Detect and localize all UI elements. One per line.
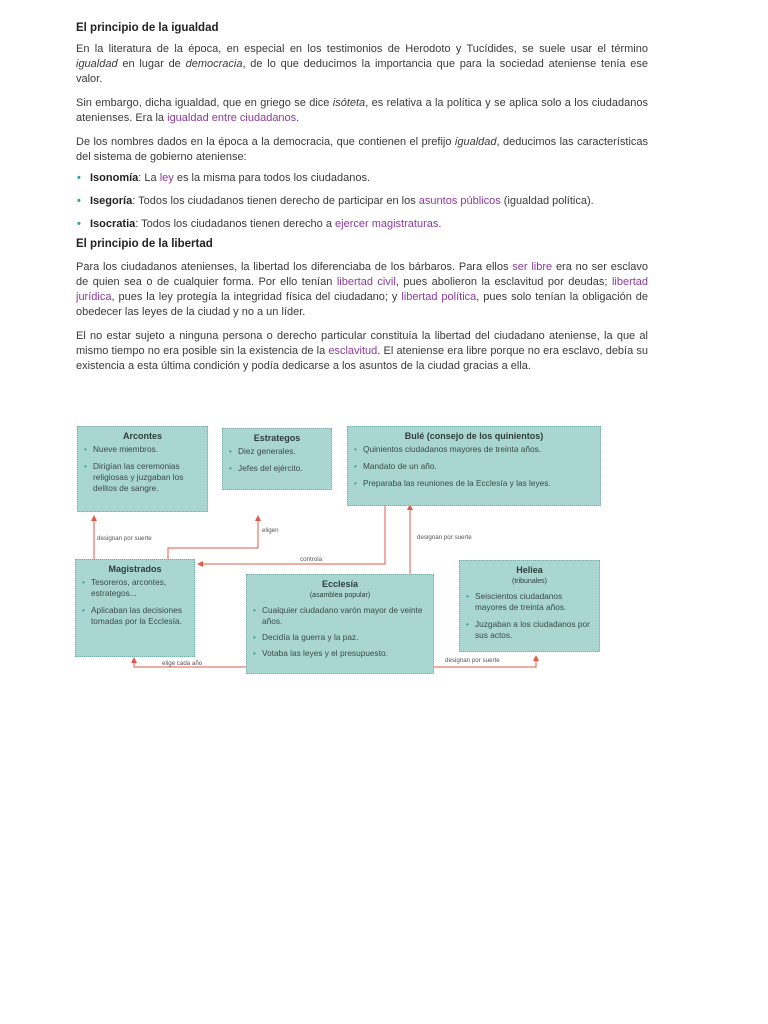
highlighted-term: ley: [159, 172, 174, 184]
text-run: Para los ciudadanos atenienses, la libertad los diferenciaba de los bárbaros. Para ellos: [76, 261, 513, 273]
text-run: en lugar de: [117, 58, 186, 70]
box-list: [84, 444, 201, 494]
text-run: .: [438, 218, 442, 230]
box-subtitle: (asamblea popular): [309, 592, 371, 599]
text-run: . El ateniense era libre porque no era esclavo, debía su existencia a esta última condición y podía dedicarse a los asuntos de la ciudad gracias a ella.: [76, 345, 649, 372]
text-run: , deducimos las características del sistema de gobierno ateniense:: [76, 136, 649, 163]
box-heliea: [459, 560, 600, 652]
box-item: • Mandato de un año.: [354, 461, 594, 472]
label-designan-suerte-2: designan por suerte: [417, 534, 472, 541]
box-item: • Quinientos ciudadanos mayores de treinta años.: [354, 444, 594, 455]
italic-term: isóteta: [332, 97, 366, 109]
highlighted-term: ejercer magistraturas: [335, 218, 439, 230]
text-run: En la literatura de la época, en especial en los testimonios de Herodoto y Tucídides, se suele usar el término: [76, 43, 648, 55]
box-bule: [347, 426, 601, 506]
box-ecclesia: [246, 574, 434, 674]
text-run: es la misma para todos los ciudadanos.: [173, 172, 371, 184]
box-item: • Diez generales.: [229, 446, 325, 457]
box-item: • Preparaba las reuniones de la Ecclesía y las leyes.: [354, 478, 594, 489]
box-item: • Aplicaban las decisiones tomadas por la Ecclesía.: [82, 605, 188, 627]
box-title: Arcontes: [122, 431, 162, 441]
highlighted-term: ser libre: [512, 261, 553, 273]
box-list: [82, 577, 188, 627]
box-list: [229, 446, 325, 474]
text-run: (igualdad política).: [500, 195, 594, 207]
text-run: , pues la ley protegía la integridad física del ciudadano; y: [111, 291, 402, 303]
box-title: Bulé (consejo de los quinientos): [404, 431, 544, 441]
text-run: , es relativa a la política y se aplica solo a los ciudadanos atenienses. Era la: [76, 97, 648, 124]
box-title: Magistrados: [108, 564, 162, 574]
text-run: , de lo que deducimos la importancia que para la sociedad ateniense tenía ese valor.: [76, 58, 649, 85]
text-run: .: [296, 112, 300, 124]
italic-term: igualdad: [454, 136, 497, 148]
text-run: era no ser esclavo de quien sea o de cualquier forma. Por ello tenían: [76, 261, 649, 288]
box-item: • Nueve miembros.: [84, 444, 201, 455]
label-designan-suerte-1: designan por suerte: [97, 535, 152, 542]
box-item: • Seiscientos ciudadanos mayores de treinta años.: [466, 591, 593, 613]
box-subtitle: (tribunales): [511, 578, 547, 585]
box-arcontes: [77, 426, 208, 512]
text-run: De los nombres dados en la época a la democracia, que contienen el prefijo: [76, 136, 455, 148]
box-item: • Cualquier ciudadano varón mayor de veinte años.: [253, 605, 427, 627]
highlighted-term: libertad civil: [336, 276, 396, 288]
highlighted-term: libertad jurídica: [76, 276, 649, 303]
text-run: Sin embargo, dicha igualdad, que en griego se dice: [76, 97, 333, 109]
box-list: [466, 591, 593, 641]
text-run: El no estar sujeto a ninguna persona o derecho particular constituía la libertad del ciudadano ateniense, la que al mismo tiempo no era posible sin la existencia de la: [76, 330, 648, 357]
label-designan-suerte-3: designan por suerte: [445, 657, 500, 664]
box-title: Estrategos: [253, 433, 301, 443]
arrow-magistrados-estrategos: [168, 518, 258, 560]
box-item: • Votaba las leyes y el presupuesto.: [253, 648, 427, 659]
italic-term: democracia: [185, 58, 243, 70]
box-item: • Tesoreros, arcontes, estrategos...: [82, 577, 188, 599]
label-elige-cada-ano: elige cada año: [162, 660, 203, 667]
bold-term: Isegoría: [90, 195, 133, 207]
box-title: Ecclesía: [321, 579, 359, 589]
highlighted-term: esclavitud: [328, 345, 378, 357]
arrow-bule-controla: [200, 505, 385, 564]
text-run: , pues abolieron la esclavitud por deudas;: [395, 276, 612, 288]
bold-term: Isocratia: [90, 218, 136, 230]
box-list: [354, 444, 594, 489]
text-run: , pues solo tenían la obligación de obedecer las leyes de la ciudad y no a un líder.: [76, 291, 648, 318]
box-title: Heliea: [516, 565, 543, 575]
box-list: [253, 605, 427, 659]
highlighted-term: asuntos públicos: [418, 195, 501, 207]
box-item: • Dirigían las ceremonias religiosas y juzgaban los delitos de sangre.: [84, 461, 201, 494]
bold-term: Isonomía: [90, 172, 139, 184]
italic-term: igualdad: [76, 58, 118, 70]
section-title-libertad: El principio de la libertad: [76, 238, 213, 250]
text-run: : Todos los ciudadanos tienen derecho a: [135, 218, 336, 230]
section-title-igualdad: El principio de la igualdad: [76, 22, 219, 34]
box-estrategos: [222, 428, 332, 490]
text-run: : Todos los ciudadanos tienen derecho de participar en los: [132, 195, 419, 207]
box-magistrados: [75, 559, 195, 657]
box-item: • Decidía la guerra y la paz.: [253, 632, 427, 643]
highlighted-term: libertad política: [401, 291, 477, 303]
label-controla: controla: [300, 556, 323, 563]
highlighted-term: igualdad entre ciudadanos: [167, 112, 297, 124]
box-item: • Jefes del ejército.: [229, 463, 325, 474]
label-eligen: eligen: [262, 527, 279, 534]
box-item: • Juzgaban a los ciudadanos por sus actos.: [466, 619, 593, 641]
text-run: : La: [138, 172, 160, 184]
